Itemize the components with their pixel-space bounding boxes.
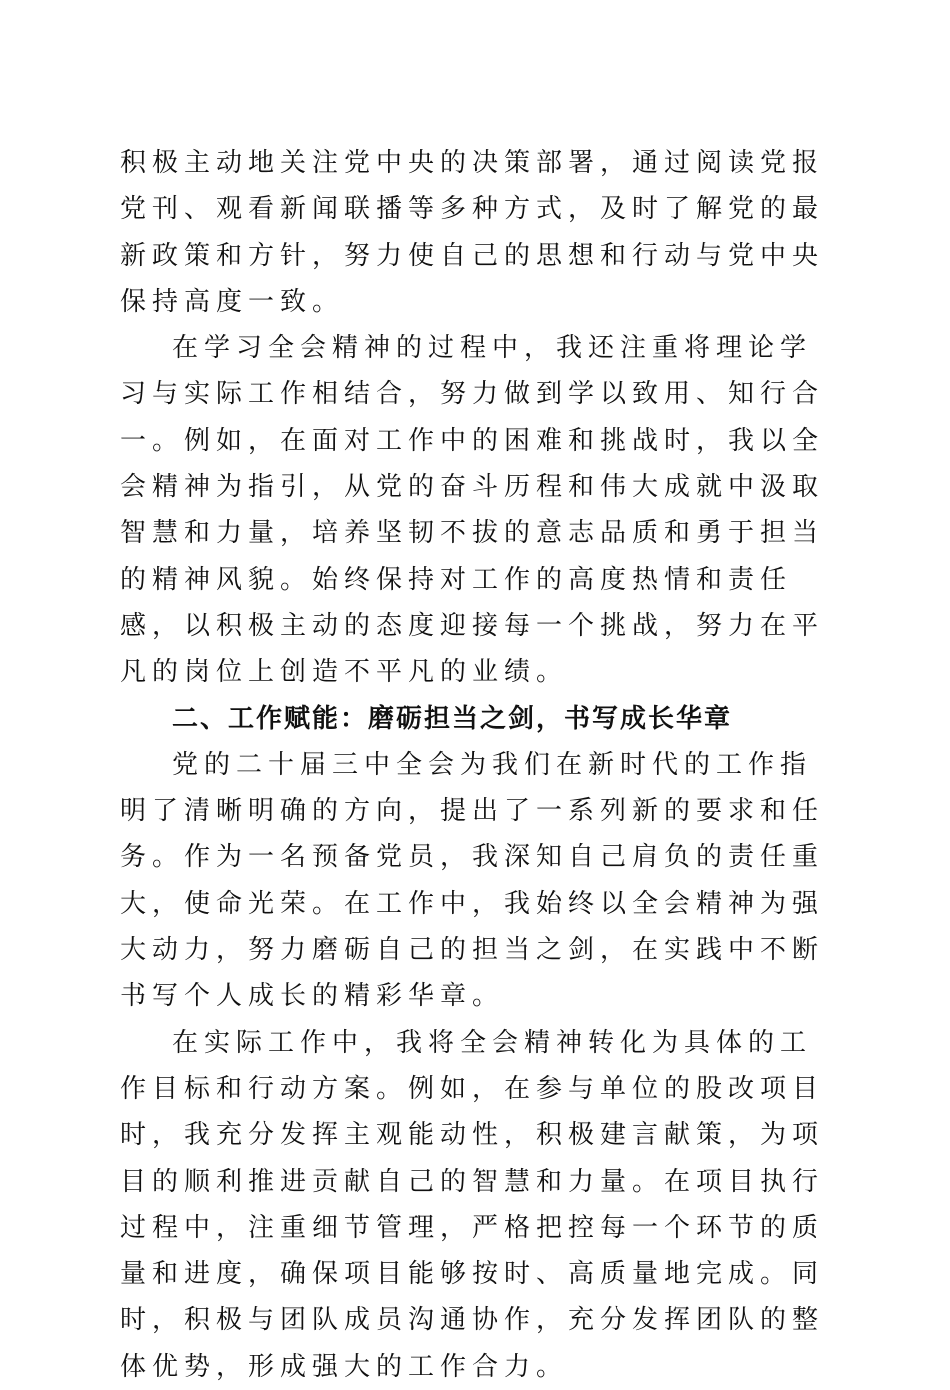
section-heading-work-empowerment: 二、工作赋能：磨砺担当之剑，书写成长华章 (172, 703, 733, 734)
paragraph-plenum-direction: 党的二十届三中全会为我们在新时代的工作指明了清晰明确的方向，提出了一系列新的要求和任务。作为一名预备党员，我深知自己肩负的责任重大，使命光荣。在工作中，我始终以全会精神为强大动力，努力磨砺自己的担当之剑，在实践中不断书写个人成长的精彩华章。 (120, 749, 825, 1012)
paragraph-theory-practice: 在学习全会精神的过程中，我还注重将理论学习与实际工作相结合，努力做到学以致用、知行合一。例如，在面对工作中的困难和挑战时，我以全会精神为指引，从党的奋斗历程和伟大成就中汲取智慧和力量，培养坚韧不拔的意志品质和勇于担当的精神风貌。始终保持对工作的高度热情和责任感，以积极主动的态度迎接每一个挑战，努力在平凡的岗位上创造不平凡的业绩。 (120, 333, 825, 688)
paragraph-continuation: 积极主动地关注党中央的决策部署，通过阅读党报党刊、观看新闻联播等多种方式，及时了解党的最新政策和方针，努力使自己的思想和行动与党中央保持高度一致。 (120, 148, 825, 317)
document-body (120, 140, 832, 1390)
paragraph-practical-work: 在实际工作中，我将全会精神转化为具体的工作目标和行动方案。例如，在参与单位的股改项目时，我充分发挥主观能动性，积极建言献策，为项目的顺利推进贡献自己的智慧和力量。在项目执行过程中，注重细节管理，严格把控每一个环节的质量和进度，确保项目能够按时、高质量地完成。同时，积极与团队成员沟通协作，充分发挥团队的整体优势，形成强大的工作合力。 (120, 1027, 825, 1382)
